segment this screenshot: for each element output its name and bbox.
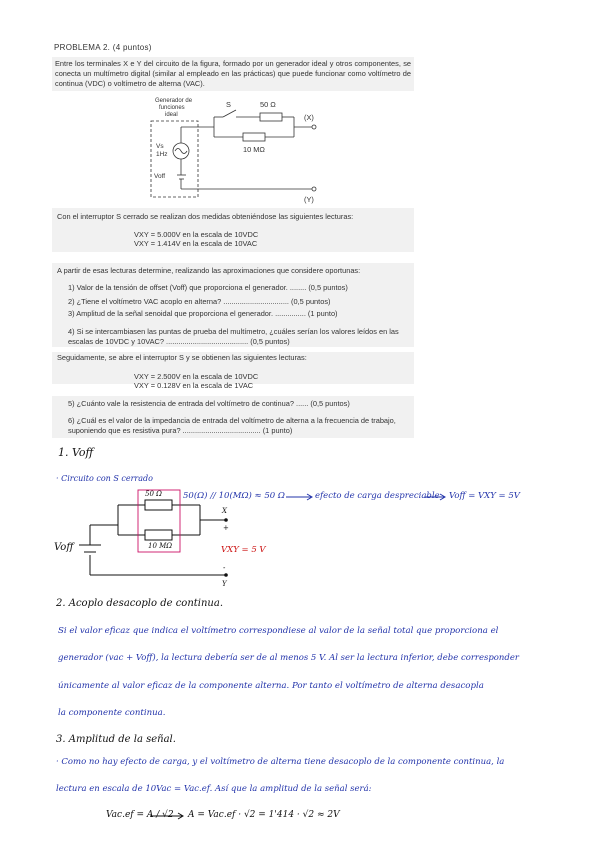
answer-2-line-2: generador (vac + Voff), la lectura debería ser de al menos 5 V. Al ser la lectura inferior, debe corresponder [58, 653, 519, 663]
generator-label-3: ideal [165, 112, 178, 118]
circuit-note: · Circuito con S cerrado [56, 474, 153, 483]
question-3: 3) Amplitud de la señal senoidal que proporciona el generador. ............... (1 punto) [68, 309, 338, 318]
answer-2-line-1: Si el valor eficaz que indica el voltímetro correspondiese al valor de la señal total que proporciona el [58, 626, 499, 636]
r-bottom-label: 10 MΩ [148, 542, 173, 550]
problem-title: PROBLEMA 2. (4 puntos) [54, 43, 152, 52]
y-label: (Y) [304, 195, 314, 204]
question-1: 1) Valor de la tensión de offset (Voff) que proporciona el generador. ........ (0,5 puntos) [68, 283, 348, 292]
closed-intro: Con el interruptor S cerrado se realizan dos medidas obteniéndose las siguientes lecturas: [57, 212, 354, 221]
open-reading-1: VXY = 2.500V en la escala de 10VDC [134, 372, 259, 381]
question-2: 2) ¿Tiene el voltímetro VAC acoplo en alterna? ................................ (0,5 puntos) [68, 297, 331, 306]
closed-reading-1: VXY = 5.000V en la escala de 10VDC [134, 230, 259, 239]
voff-result: Voff = VXY = 5V [449, 491, 520, 501]
r2-label: 10 MΩ [243, 145, 265, 154]
equivalent-resistance: 50(Ω) // 10(MΩ) ≈ 50 Ω [183, 491, 285, 501]
r1-label: 50 Ω [260, 100, 276, 109]
vs-label-1: Vs [156, 143, 164, 150]
question-6: 6) ¿Cuál es el valor de la impedancia de entrada del voltímetro de alterna a la frecuencia de trabajo, suponiendo que es resistiva pura? ...................................... (1 punto) [68, 416, 396, 435]
problem-intro: Entre los terminales X e Y del circuito de la figura, formado por un generador ideal y otros componentes, se conecta un multímetro digital (similar al empleado en las prácticas) que puede funcionar como voltímetro de continua (VDC) o voltímetro de alterna (VAC). [55, 59, 411, 88]
r-top-label: 50 Ω [145, 490, 162, 498]
answer-2-line-4: la componente continua. [58, 708, 166, 718]
formula-right: A = Vac.ef · √2 = 1'414 · √2 ≈ 2V [188, 810, 340, 820]
generator-label-1: Generador de [155, 98, 193, 104]
closed-reading-2: VXY = 1.414V en la escala de 10VAC [134, 239, 258, 248]
formula-left: Vac.ef = A / √2 [106, 810, 174, 820]
sketch-resistor-bottom [145, 530, 172, 540]
answer-heading-2: 2. Acoplo desacoplo de continua. [56, 598, 223, 609]
question-5: 5) ¿Cuánto vale la resistencia de entrada del voltímetro de continua? ...... (0,5 puntos) [68, 399, 350, 408]
answer-2-line-3: únicamente al valor eficaz de la componente alterna. Por tanto el voltímetro de alterna desacopla [58, 681, 484, 691]
y-sketch-label: Y [222, 580, 227, 588]
x-label: (X) [304, 113, 314, 122]
voff-label: Voff [154, 173, 166, 180]
switch-label: S [226, 100, 231, 109]
answer-heading-3: 3. Amplitud de la señal. [56, 734, 176, 745]
open-reading-2: VXY = 0.128V en la escala de 1VAC [134, 381, 254, 390]
answer-3-line-1: · Como no hay efecto de carga, y el voltímetro de alterna tiene desacoplo de la componente continua, la [56, 757, 505, 767]
voff-sketch-label: Voff [54, 542, 74, 553]
sketch-resistor-top [145, 500, 172, 510]
minus-sign: - [223, 564, 226, 572]
vs-label-2: 1Hz [156, 151, 168, 158]
question-4: 4) Si se intercambiasen las puntas de prueba del multímetro, ¿cuáles serían los valores leídos en las escalas de 10VDC y 10VAC? ........................................ (0,5 puntos) [68, 327, 399, 346]
x-sketch-label: X [222, 507, 227, 515]
open-intro: Seguidamente, se abre el interruptor S y se obtienen las siguientes lecturas: [57, 353, 307, 362]
generator-label-2: funciones [159, 105, 185, 111]
load-effect-note: efecto de carga despreciable [315, 491, 440, 501]
task-intro: A partir de esas lecturas determine, realizando las aproximaciones que considere oportunas: [57, 266, 361, 275]
answer-heading-1: 1. Voff [58, 446, 94, 459]
answer-3-line-2: lectura en escala de 10Vac = Vac.ef. Así que la amplitud de la señal será: [56, 784, 372, 794]
vxy-label: VXY = 5 V [221, 545, 266, 555]
plus-sign: + [223, 524, 229, 532]
